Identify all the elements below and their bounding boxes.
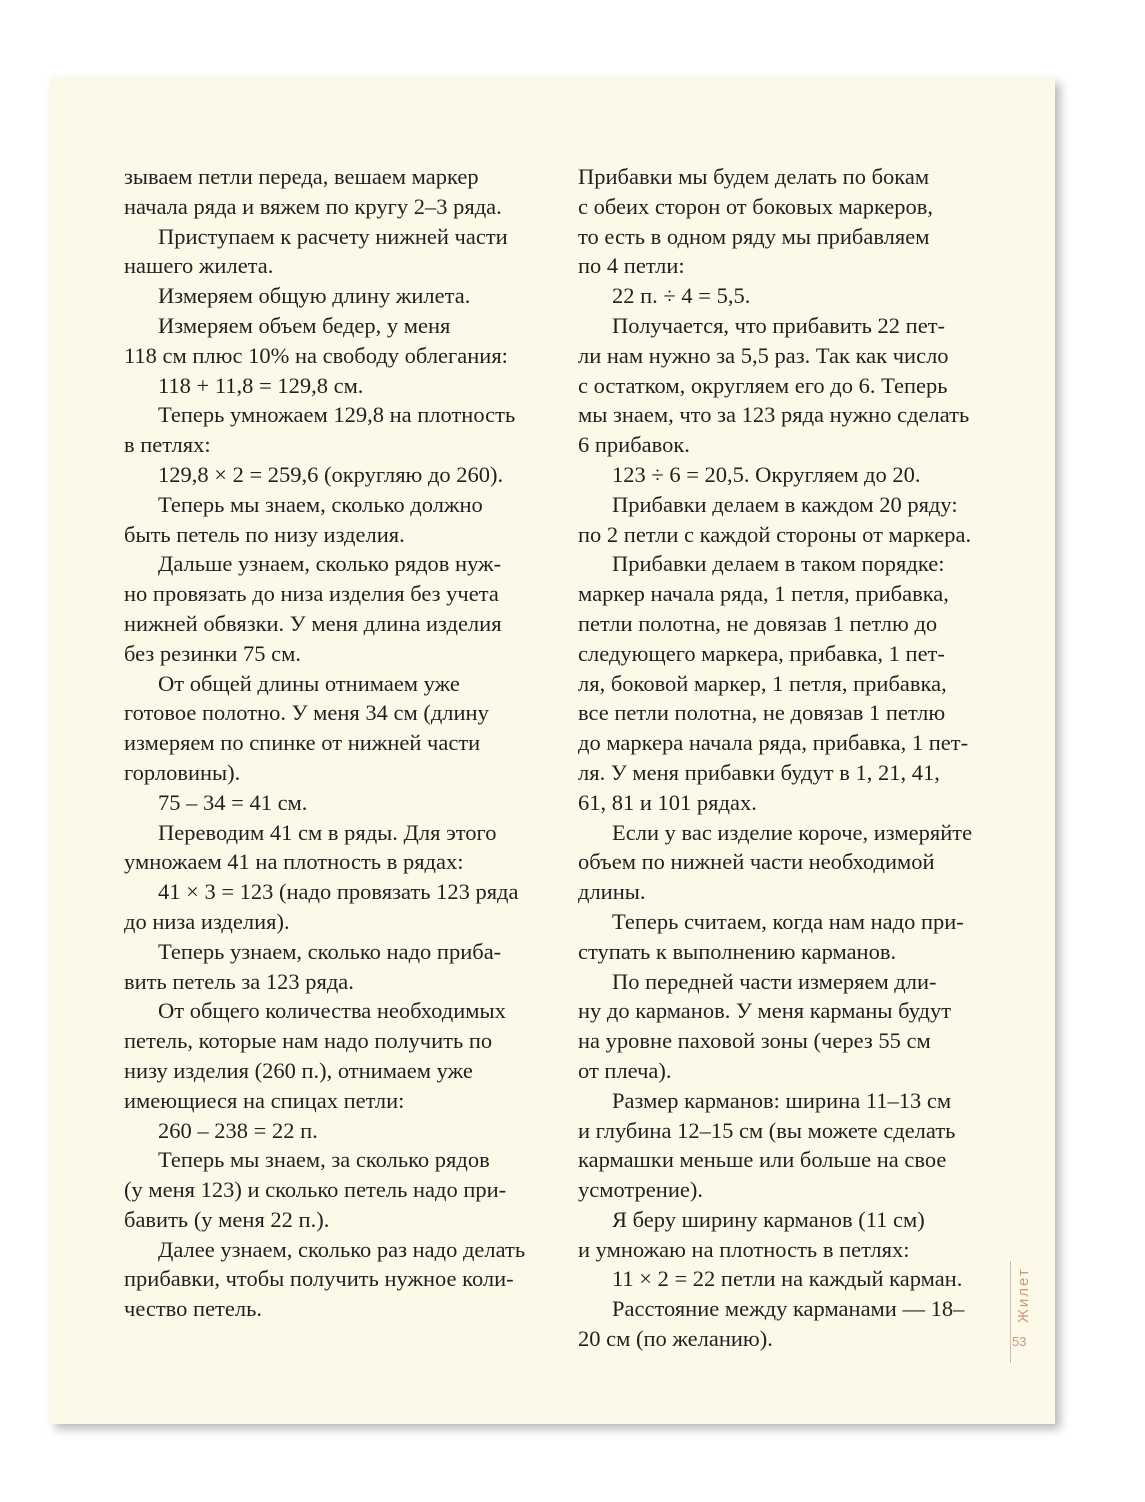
text-line: с остатком, округляем его до 6. Теперь — [578, 372, 948, 398]
text-line: По передней части измеряем дли- — [612, 968, 937, 994]
text-line: бавить (у меня 22 п.). — [124, 1206, 330, 1232]
text-line: чество петель. — [124, 1296, 262, 1322]
text-line: с обеих сторон от боковых маркеров, — [578, 193, 934, 219]
text-line: Теперь считаем, когда нам надо при- — [612, 908, 964, 934]
text-line: имеющиеся на спицах петли: — [124, 1087, 405, 1113]
text-line: Теперь мы знаем, за сколько рядов — [158, 1147, 490, 1173]
text-line: петель, которые нам надо получить по — [124, 1028, 493, 1054]
text-line: начала ряда и вяжем по кругу 2–3 ряда. — [124, 193, 502, 219]
text-line: до низа изделия). — [124, 908, 290, 934]
text-line: Размер карманов: ширина 11–13 см — [612, 1087, 952, 1113]
text-line: измеряем по спинке от нижней части — [124, 730, 481, 756]
text-line: Прибавки делаем в каждом 20 ряду: — [612, 491, 958, 517]
text-line: от плеча). — [578, 1057, 672, 1083]
text-line: нижней обвязки. У меня длина изделия — [124, 610, 502, 636]
text-line: 11 × 2 = 22 петли на каждый карман. — [612, 1266, 963, 1292]
text-line: От общей длины отнимаем уже — [158, 670, 460, 696]
text-line: по 4 петли: — [578, 253, 685, 279]
text-line: горловины). — [124, 759, 241, 785]
text-line: 260 – 238 = 22 п. — [158, 1117, 318, 1143]
text-line: 118 + 11,8 = 129,8 см. — [158, 372, 364, 398]
left-text-column — [124, 162, 564, 1324]
text-line: мы знаем, что за 123 ряда нужно сделать — [578, 402, 970, 428]
text-line: прибавки, чтобы получить нужное коли- — [124, 1266, 514, 1292]
text-line: 22 п. ÷ 4 = 5,5. — [612, 283, 751, 309]
text-line: по 2 петли с каждой стороны от маркера. — [578, 521, 972, 547]
text-line: 123 ÷ 6 = 20,5. Округляем до 20. — [612, 461, 921, 487]
section-divider — [1010, 1261, 1011, 1363]
text-line: объем по нижней части необходимой — [578, 849, 935, 875]
text-line: и умножаю на плотность в петлях: — [578, 1236, 910, 1262]
text-line: то есть в одном ряду мы прибавляем — [578, 223, 930, 249]
text-line: Измеряем объем бедер, у меня — [158, 312, 451, 338]
text-line: Теперь узнаем, сколько надо приба- — [158, 938, 502, 964]
page-number: 53 — [1012, 1334, 1027, 1349]
text-line: и глубина 12–15 см (вы можете сделать — [578, 1117, 956, 1143]
text-line: следующего маркера, прибавка, 1 пет- — [578, 640, 945, 666]
text-line: готовое полотно. У меня 34 см (длину — [124, 700, 489, 726]
text-line: 61, 81 и 101 рядах. — [578, 789, 757, 815]
text-line: ступать к выполнению карманов. — [578, 938, 897, 964]
text-line: 129,8 × 2 = 259,6 (округляю до 260). — [158, 461, 504, 487]
text-line: 75 – 34 = 41 см. — [158, 789, 308, 815]
text-line: быть петель по низу изделия. — [124, 521, 405, 547]
text-line: Дальше узнаем, сколько рядов нуж- — [158, 551, 502, 577]
book-page — [50, 78, 1055, 1424]
text-line: зываем петли переда, вешаем маркер — [124, 164, 479, 189]
text-line: Приступаем к расчету нижней части — [158, 223, 508, 249]
text-line: в петлях: — [124, 432, 211, 458]
text-line: вить петель за 123 ряда. — [124, 968, 354, 994]
text-line: Расстояние между карманами — 18– — [612, 1296, 965, 1322]
text-line: Если у вас изделие короче, измеряйте — [612, 819, 973, 845]
text-line: Я беру ширину карманов (11 см) — [612, 1206, 925, 1232]
text-line: Переводим 41 см в ряды. Для этого — [158, 819, 497, 845]
text-line: низу изделия (260 п.), отнимаем уже — [124, 1057, 473, 1083]
text-line: кармашки меньше или больше на свое — [578, 1147, 947, 1173]
text-line: длины. — [578, 879, 646, 905]
right-text-column — [578, 162, 1018, 1354]
text-line: Измеряем общую длину жилета. — [158, 283, 471, 309]
text-line: Теперь мы знаем, сколько должно — [158, 491, 483, 517]
text-line: все петли полотна, не довязав 1 петлю — [578, 700, 946, 726]
text-line: маркер начала ряда, 1 петля, прибавка, — [578, 581, 949, 607]
text-line: Далее узнаем, сколько раз надо делать — [158, 1236, 526, 1262]
text-line: без резинки 75 см. — [124, 640, 301, 666]
text-line: но провязать до низа изделия без учета — [124, 581, 499, 607]
text-line: (у меня 123) и сколько петель надо при- — [124, 1177, 507, 1203]
text-line: усмотрение). — [578, 1177, 703, 1203]
text-line: Прибавки делаем в таком порядке: — [612, 551, 945, 577]
text-line: 20 см (по желанию). — [578, 1326, 773, 1352]
text-line: 118 см плюс 10% на свободу облегания: — [124, 342, 508, 368]
text-line: нашего жилета. — [124, 253, 274, 279]
text-line: От общего количества необходимых — [158, 998, 506, 1024]
text-line: умножаем 41 на плотность в рядах: — [124, 849, 464, 875]
section-tab — [1000, 1261, 1050, 1371]
text-line: ля. У меня прибавки будут в 1, 21, 41, — [578, 759, 940, 785]
text-line: ли нам нужно за 5,5 раз. Так как число — [578, 342, 949, 368]
text-line: петли полотна, не довязав 1 петлю до — [578, 610, 938, 636]
text-line: ля, боковой маркер, 1 петля, прибавка, — [578, 670, 947, 696]
text-line: Теперь умножаем 129,8 на плотность — [158, 402, 516, 428]
text-line: Прибавки мы будем делать по бокам — [578, 164, 930, 189]
text-line: до маркера начала ряда, прибавка, 1 пет- — [578, 730, 969, 756]
text-line: на уровне паховой зоны (через 55 см — [578, 1028, 931, 1054]
section-title: Жилет — [1015, 1267, 1032, 1323]
text-line: Получается, что прибавить 22 пет- — [612, 312, 946, 338]
text-line: 41 × 3 = 123 (надо провязать 123 ряда — [158, 879, 519, 905]
text-line: ну до карманов. У меня карманы будут — [578, 998, 952, 1024]
text-line: 6 прибавок. — [578, 432, 690, 458]
